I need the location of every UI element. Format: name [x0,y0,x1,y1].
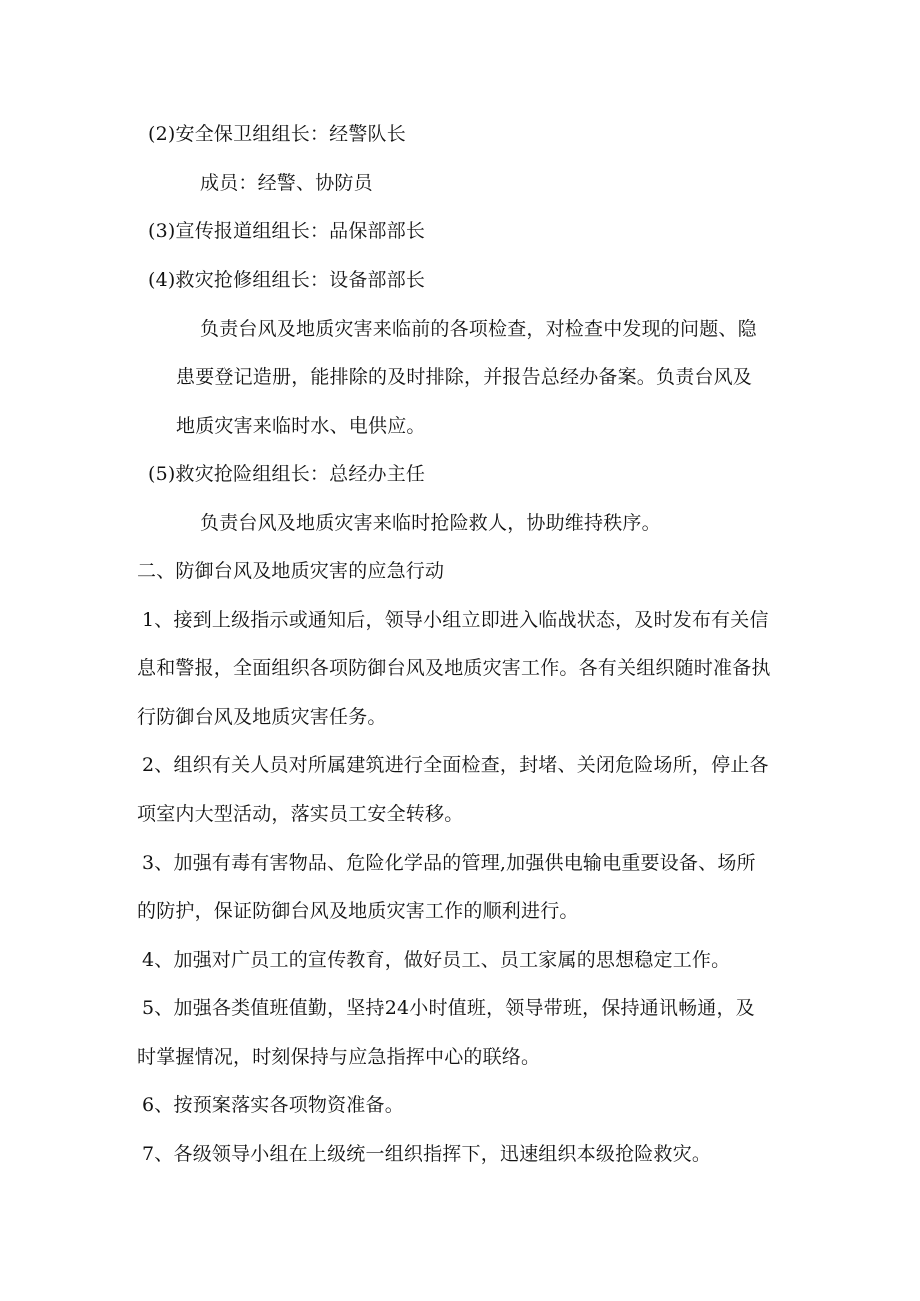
repair-group-duty-line-2: 患要登记造册，能排除的及时排除，并报告总经办备案。负责台风及 [176,366,753,388]
rescue-group-duty: 负责台风及地质灾害来临时抢险救人，协助维持秩序。 [200,512,661,534]
section-heading-emergency-actions: 二、防御台风及地质灾害的应急行动 [137,560,445,582]
action-5-line-1: 5、加强各类值班值勤，坚持24小时值班，领导带班，保持通讯畅通，及 [142,997,755,1019]
repair-group-heading: (4)救灾抢修组组长：设备部部长 [148,269,426,291]
action-2-line-1: 2、组织有关人员对所属建筑进行全面检查，封堵、关闭危险场所，停止各 [142,754,769,776]
publicity-group-heading: (3)宣传报道组组长：品保部部长 [148,220,426,242]
security-group-heading: (2)安全保卫组组长：经警队长 [148,123,406,145]
rescue-group-heading: (5)救灾抢险组组长：总经办主任 [148,463,426,485]
action-2-line-2: 项室内大型活动，落实员工安全转移。 [137,803,464,825]
repair-group-duty-line-1: 负责台风及地质灾害来临前的各项检查，对检查中发现的问题、隐 [200,318,757,340]
action-7-line-1: 7、各级领导小组在上级统一组织指挥下，迅速组织本级抢险救灾。 [142,1143,712,1165]
action-3-line-2: 的防护，保证防御台风及地质灾害工作的顺利进行。 [137,900,579,922]
action-1-line-3: 行防御台风及地质灾害任务。 [137,706,387,728]
action-1-line-2: 息和警报，全面组织各项防御台风及地质灾害工作。各有关组织随时准备执 [137,657,771,679]
action-5-line-2: 时掌握情况，时刻保持与应急指挥中心的联络。 [137,1046,541,1068]
repair-group-duty-line-3: 地质灾害来临时水、电供应。 [176,415,426,437]
action-1-line-1: 1、接到上级指示或通知后，领导小组立即进入临战状态，及时发布有关信 [142,609,769,631]
action-3-line-1: 3、加强有毒有害物品、危险化学品的管理,加强供电输电重要设备、场所 [142,852,756,874]
security-group-members: 成员：经警、协防员 [200,172,373,194]
action-6-line-1: 6、按预案落实各项物资准备。 [142,1094,404,1116]
action-4-line-1: 4、加强对广员工的宣传教育，做好员工、员工家属的思想稳定工作。 [142,949,731,971]
